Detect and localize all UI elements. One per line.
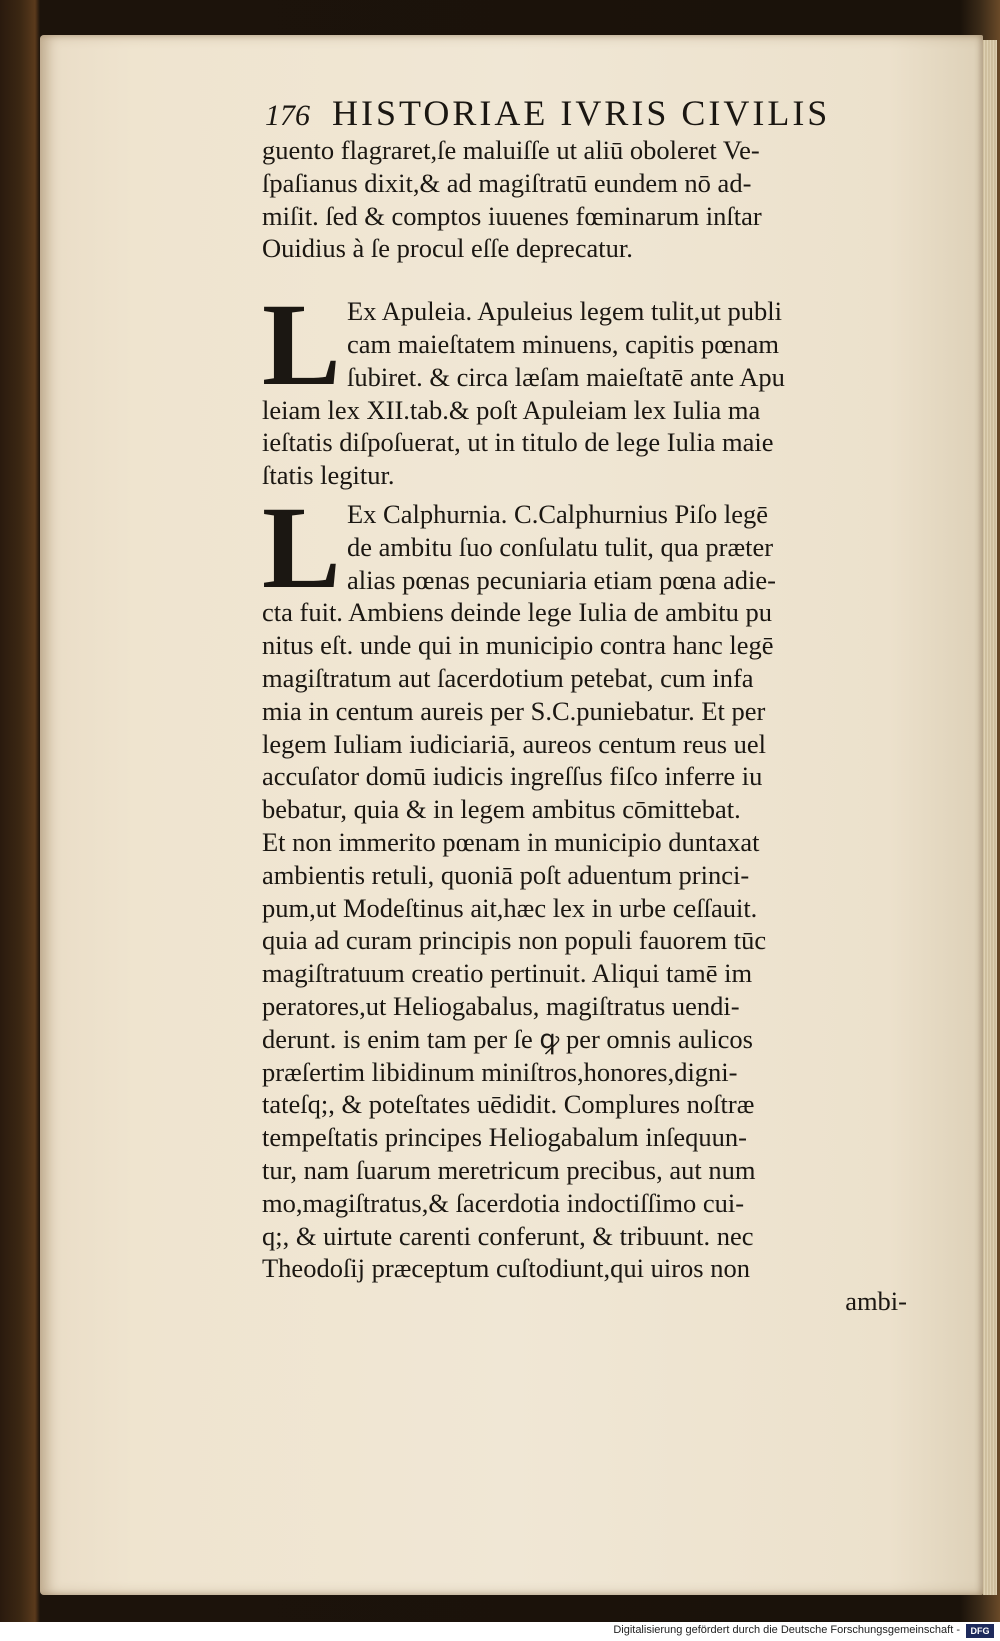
text-line: alias pœnas pecuniaria etiam pœna adie- bbox=[347, 564, 776, 595]
text-line: mia in centum aureis per S.C.puniebatur. Et per bbox=[262, 695, 766, 726]
text-line: peratores,ut Heliogabalus, magiſtratus uendi- bbox=[262, 990, 740, 1021]
text-line: ambientis retuli, quoniā poſt aduentum princi- bbox=[262, 859, 750, 890]
page-number: 176 bbox=[265, 99, 310, 132]
text-line: cam maieſtatem minuens, capitis pœnam bbox=[347, 328, 779, 359]
text-line: ſpaſianus dixit,& ad magiſtratū eundem nō ad- bbox=[262, 167, 752, 198]
text-line: Ex Apuleia. Apuleius legem tulit,ut publi bbox=[347, 296, 782, 327]
digitization-credit: Digitalisierung gefördert durch die Deutsche Forschungsgemeinschaft - bbox=[613, 1624, 960, 1636]
text-line: præſertim libidinum miniſtros,honores,digni- bbox=[262, 1056, 738, 1087]
text-line: nitus eſt. unde qui in municipio contra hanc legē bbox=[262, 630, 774, 661]
text-line: q;, & uirtute carenti conferunt, & tribuunt. nec bbox=[262, 1220, 754, 1251]
text-line: tateſq;, & poteſtates uēdidit. Complures noſtræ bbox=[262, 1089, 755, 1120]
text-line: Et non immerito pœnam in municipio duntaxat bbox=[262, 826, 760, 857]
text-line: de ambitu ſuo conſulatu tulit, qua præter bbox=[347, 531, 774, 562]
text-line: Theodoſij præceptum cuſtodiunt,qui uiros non bbox=[262, 1253, 750, 1284]
text-line: quia ad curam principis non populi fauorem tūc bbox=[262, 925, 767, 956]
intro-paragraph bbox=[262, 134, 907, 265]
text-line: accuſator domū iudicis ingreſſus fiſco inferre iu bbox=[262, 761, 763, 792]
text-line: ſubiret. & circa læſam maieſtatē ante Apu bbox=[347, 361, 785, 392]
text-line: pum,ut Modeſtinus ait,hæc lex in urbe ceſſauit. bbox=[262, 892, 758, 923]
text-line: derunt. is enim tam per ſe ꝙ per omnis aulicos bbox=[262, 1023, 753, 1054]
text-line: cta fuit. Ambiens deinde lege Iulia de ambitu pu bbox=[262, 597, 772, 628]
text-block bbox=[262, 134, 907, 1318]
dfg-logo: DFG bbox=[966, 1624, 994, 1638]
text-line: guento flagraret,ſe maluiſſe ut aliū oboleret Ve- bbox=[262, 135, 760, 165]
text-line: Ex Calphurnia. C.Calphurnius Piſo legē bbox=[347, 498, 769, 529]
text-line: mo,magiſtratus,& ſacerdotia indoctiſſimo cui- bbox=[262, 1187, 745, 1218]
drop-cap-l: L bbox=[262, 481, 341, 613]
paragraph-lex-apuleia bbox=[262, 279, 907, 492]
text-line: Ouidius à ſe procul eſſe deprecatur. bbox=[262, 233, 633, 264]
text-line: leiam lex XII.tab.& poſt Apuleiam lex Iulia ma bbox=[262, 394, 761, 425]
text-line: tempeſtatis principes Heliogabalum inſequun- bbox=[262, 1122, 747, 1153]
page-edges bbox=[983, 40, 997, 1595]
running-header bbox=[265, 92, 905, 136]
text-line: magiſtratuum creatio pertinuit. Aliqui tamē im bbox=[262, 958, 753, 989]
text-line: bebatur, quia & in legem ambitus cōmittebat. bbox=[262, 794, 741, 825]
text-line: miſit. ſed & comptos iuuenes fœminarum inſtar bbox=[262, 200, 762, 231]
drop-cap-l: L bbox=[262, 279, 341, 411]
running-title: HISTORIAE IVRIS CIVILIS bbox=[332, 93, 831, 133]
footer-bar bbox=[0, 1622, 1000, 1641]
text-line: magiſtratum aut ſacerdotium petebat, cum infa bbox=[262, 662, 754, 693]
text-line: legem Iuliam iudiciariā, aureos centum reus uel bbox=[262, 728, 767, 759]
text-line: ſtatis legitur. bbox=[262, 460, 395, 491]
text-line: ieſtatis diſpoſuerat, ut in titulo de lege Iulia maie bbox=[262, 427, 774, 458]
catchword: ambi- bbox=[845, 1286, 907, 1317]
paragraph-lex-calphurnia bbox=[262, 481, 907, 1285]
text-line: tur, nam ſuarum meretricum precibus, aut num bbox=[262, 1154, 756, 1185]
